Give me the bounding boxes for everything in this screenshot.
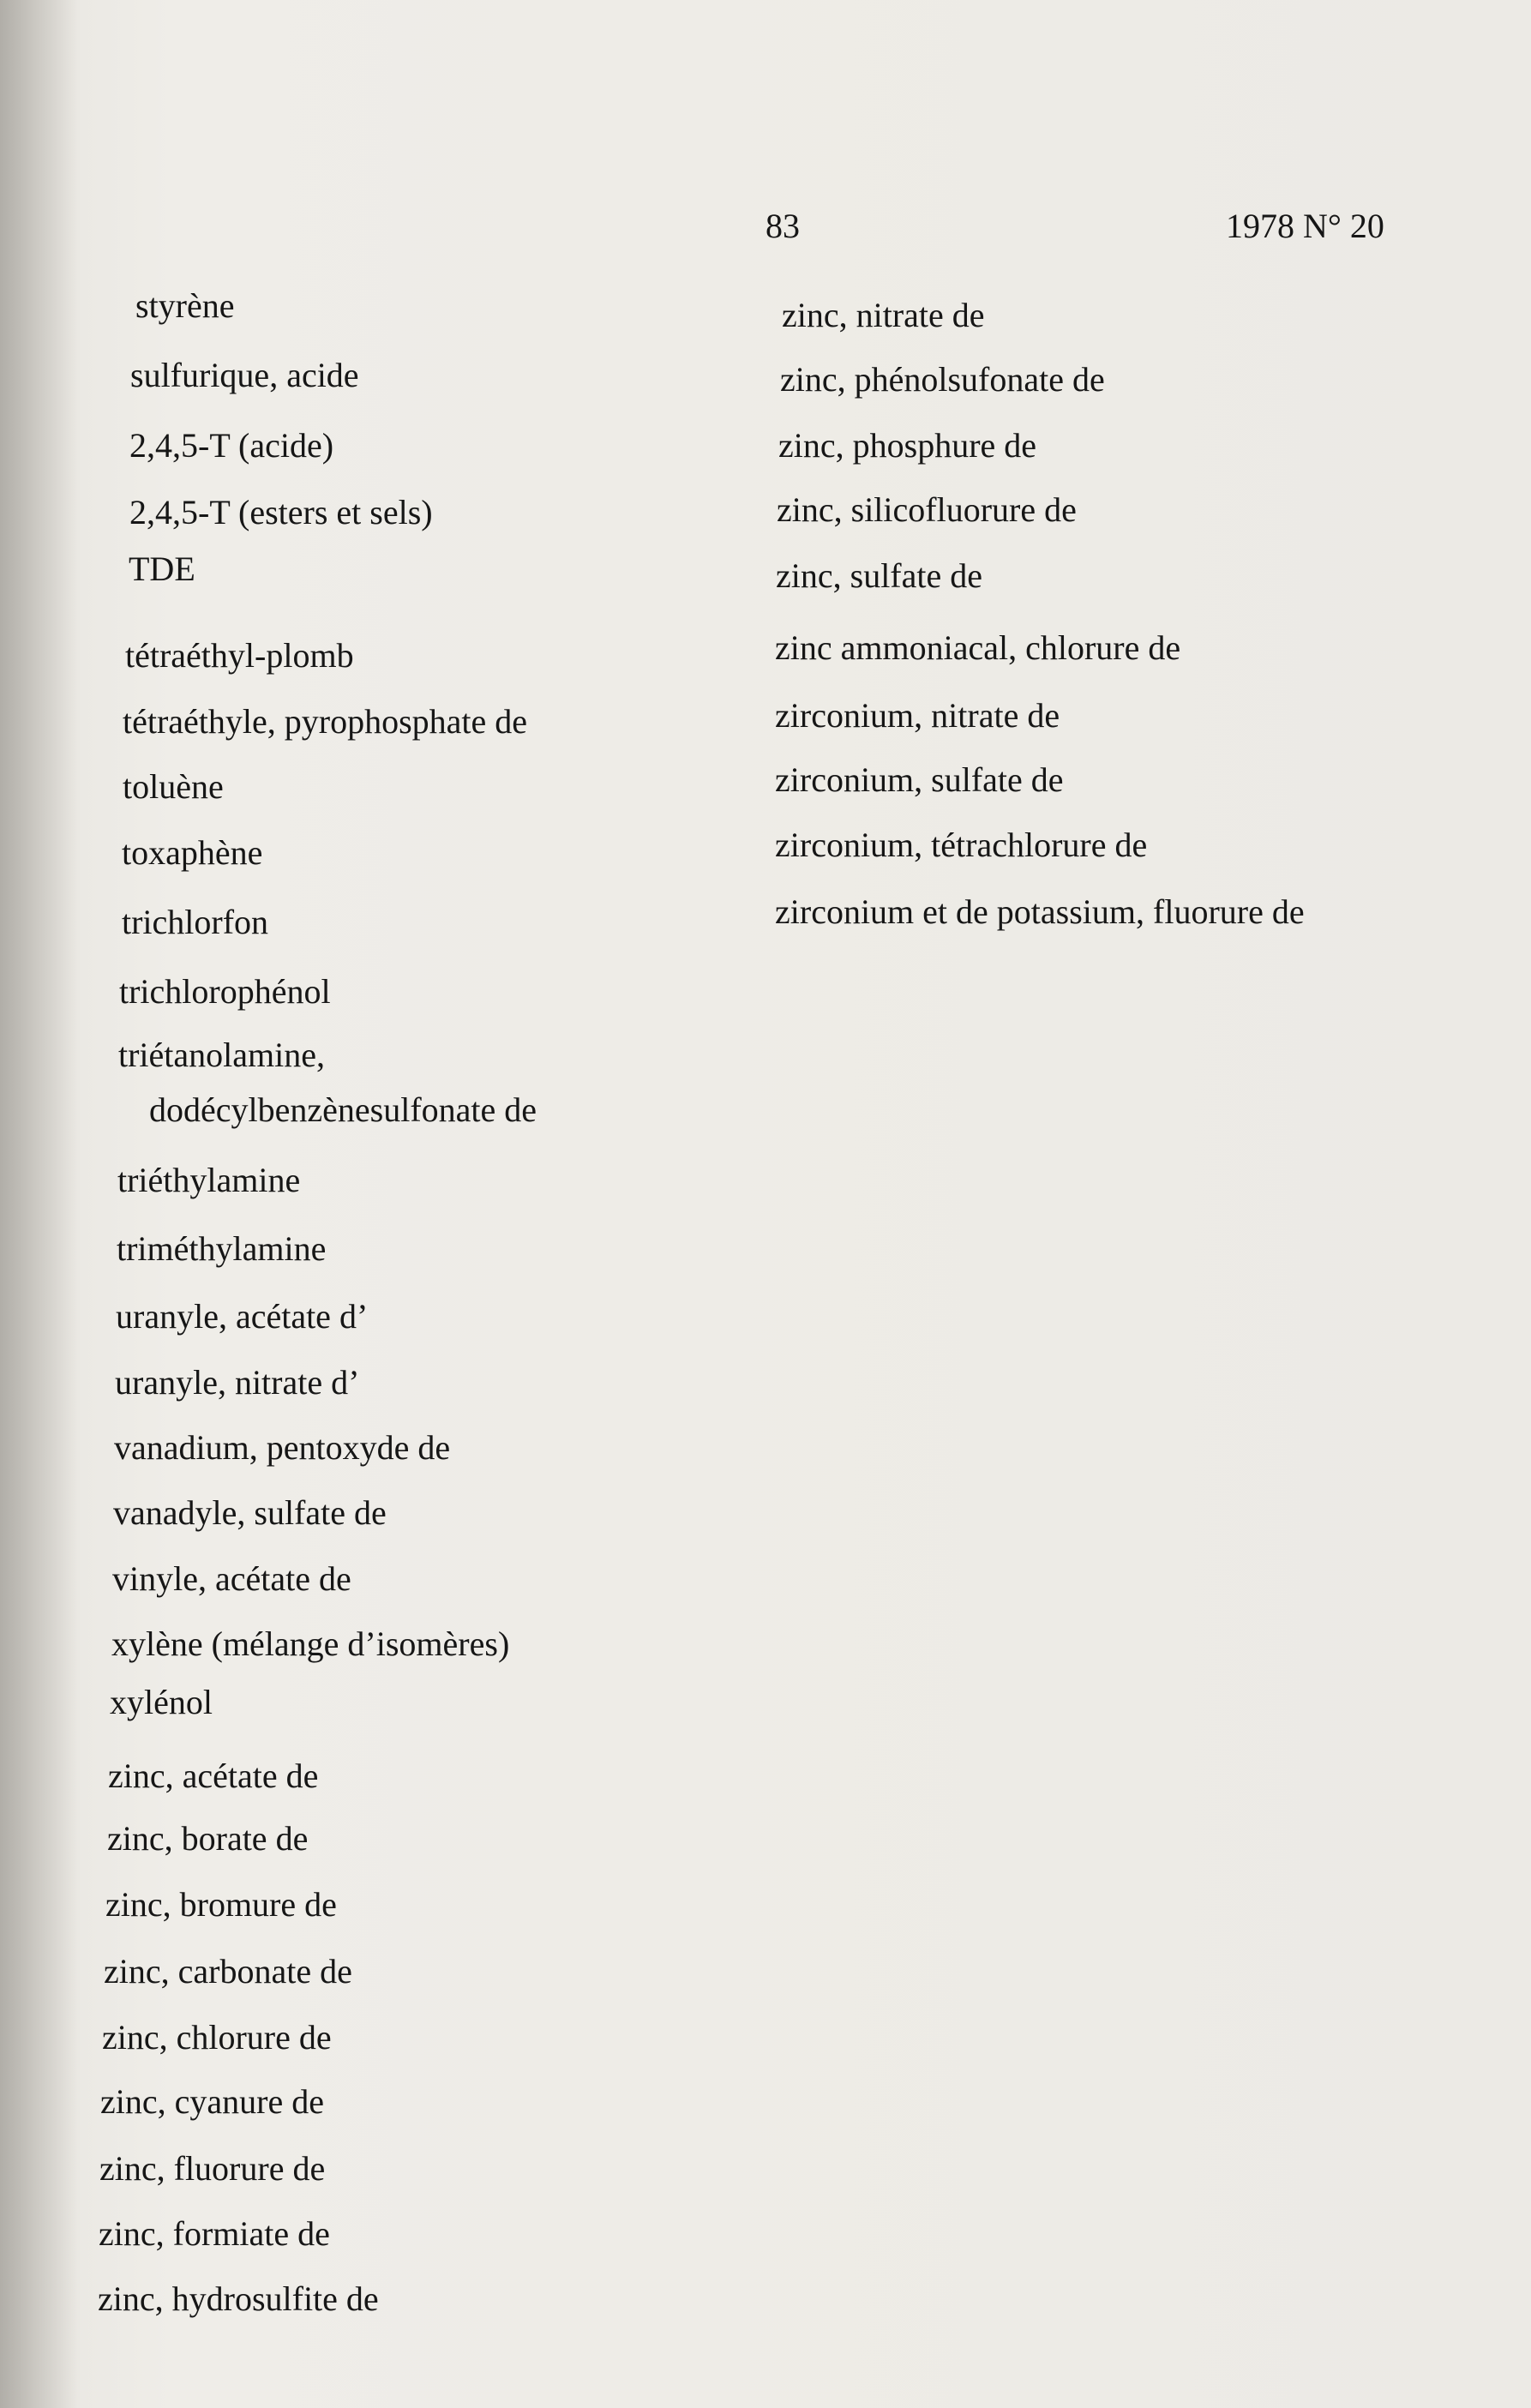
list-item: zinc ammoniacal, chlorure de (775, 628, 1181, 667)
list-item: zinc, carbonate de (104, 1952, 352, 1991)
list-item: vanadyle, sulfate de (113, 1493, 387, 1532)
list-item: uranyle, acétate d’ (116, 1297, 369, 1336)
list-item: triéthylamine (117, 1161, 301, 1199)
list-item: tétraéthyle, pyrophosphate de (123, 702, 528, 741)
list-item: vanadium, pentoxyde de (114, 1428, 451, 1467)
list-item: 2,4,5-T (esters et sels) (129, 493, 433, 531)
list-item: zinc, nitrate de (782, 296, 985, 334)
list-item: zinc, phénolsufonate de (780, 360, 1105, 399)
list-item: uranyle, nitrate d’ (115, 1363, 360, 1402)
list-item: zinc, phosphure de (778, 426, 1037, 465)
list-item-continuation: dodécylbenzènesulfonate de (149, 1090, 537, 1129)
list-item: zinc, chlorure de (102, 2018, 332, 2057)
year-issue: 1978 N° 20 (1226, 207, 1384, 245)
page-number: 83 (766, 207, 800, 245)
list-item: xylène (mélange d’isomères) (111, 1624, 510, 1663)
list-item: xylénol (110, 1683, 213, 1721)
list-item: triméthylamine (117, 1229, 327, 1268)
list-item: tétraéthyl-plomb (125, 636, 354, 675)
list-item: TDE (129, 549, 195, 588)
list-item: trichlorophénol (119, 972, 331, 1011)
list-item: zinc, bromure de (105, 1885, 337, 1924)
list-item: zinc, fluorure de (99, 2149, 326, 2188)
list-item: trichlorfon (122, 903, 269, 941)
list-item: triétanolamine, (118, 1036, 326, 1074)
list-item: zinc, silicofluorure de (777, 490, 1077, 529)
list-item: zirconium, tétrachlorure de (775, 826, 1148, 864)
list-item: zinc, acétate de (108, 1756, 319, 1795)
list-item: toxaphène (122, 833, 263, 872)
list-item: zirconium, sulfate de (775, 760, 1064, 799)
list-item: zirconium et de potassium, fluorure de (775, 892, 1305, 931)
list-item: vinyle, acétate de (112, 1559, 351, 1598)
list-item: zinc, cyanure de (100, 2082, 324, 2121)
list-item: sulfurique, acide (130, 356, 359, 394)
list-item: zinc, borate de (107, 1819, 309, 1858)
list-item: zinc, sulfate de (776, 556, 982, 595)
binding-gutter (0, 0, 77, 2408)
list-item: 2,4,5-T (acide) (129, 426, 334, 465)
list-item: toluène (123, 767, 224, 806)
list-item: zinc, formiate de (99, 2214, 330, 2253)
list-item: zirconium, nitrate de (775, 696, 1060, 735)
list-item: styrène (135, 286, 235, 325)
list-item: zinc, hydrosulfite de (98, 2279, 379, 2318)
